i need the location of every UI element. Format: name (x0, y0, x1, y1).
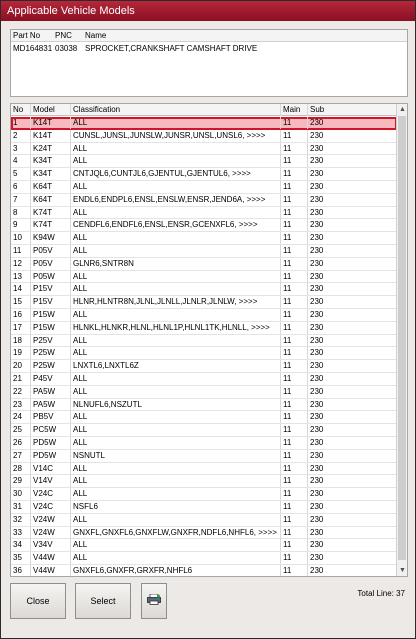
cell-model: K24T (31, 143, 71, 155)
cell-classification: LNXTL6,LNXTL6Z (71, 360, 281, 372)
cell-no: 28 (11, 463, 31, 475)
cell-main: 11 (281, 539, 308, 551)
cell-main: 11 (281, 194, 308, 206)
scroll-up-arrow-icon[interactable]: ▲ (399, 106, 406, 113)
table-row[interactable] (11, 386, 397, 399)
cell-model: PD5W (31, 437, 71, 449)
cell-main: 11 (281, 360, 308, 372)
cell-sub: 230 (310, 258, 324, 268)
cell-no: 26 (11, 437, 31, 449)
pnc-value: 03038 (55, 44, 78, 53)
part-info-panel (10, 29, 408, 97)
table-row[interactable] (11, 514, 397, 527)
name-header: Name (85, 31, 107, 40)
cell-main: 11 (281, 117, 308, 129)
cell-no: 32 (11, 514, 31, 526)
cell-no: 25 (11, 424, 31, 436)
cell-model: V24W (31, 514, 71, 526)
cell-model: P25W (31, 360, 71, 372)
cell-classification: CNTJQL6,CUNTJL6,GJENTUL,GJENTUL6, >>>> (71, 168, 281, 180)
cell-classification: ALL (71, 463, 281, 475)
cell-sub: 230 (310, 514, 324, 524)
cell-sub: 230 (310, 118, 324, 127)
col-sub-header[interactable]: Sub (310, 105, 325, 114)
cell-sub: 230 (310, 502, 324, 511)
cell-sub: 230 (310, 156, 324, 166)
cell-classification: ALL (71, 207, 281, 219)
cell-sub: 230 (310, 143, 324, 153)
cell-model: V14C (31, 463, 71, 475)
cell-no: 29 (11, 475, 31, 487)
cell-model: P05V (31, 258, 71, 270)
cell-main: 11 (281, 514, 308, 526)
cell-model: V34V (31, 539, 71, 551)
cell-main: 11 (281, 309, 308, 321)
cell-main: 11 (281, 347, 308, 359)
table-row[interactable] (11, 360, 397, 373)
cell-classification: ALL (71, 373, 281, 385)
cell-no: 24 (11, 411, 31, 423)
cell-main: 11 (281, 373, 308, 385)
cell-sub: 230 (310, 271, 324, 281)
table-row[interactable] (11, 245, 397, 258)
cell-no: 6 (11, 181, 31, 193)
cell-classification: NSFL6 (71, 501, 281, 513)
cell-classification: CUNSL,JUNSL,JUNSLW,JUNSR,UNSL,UNSL6, >>>> (71, 130, 281, 142)
table-row[interactable] (11, 117, 397, 130)
cell-no: 8 (11, 207, 31, 219)
table-row[interactable] (11, 181, 397, 194)
table-row[interactable] (11, 565, 397, 577)
table-row[interactable] (11, 322, 397, 335)
cell-sub: 230 (310, 233, 324, 243)
cell-model: K14T (31, 117, 71, 129)
cell-no: 17 (11, 322, 31, 334)
table-row[interactable] (11, 501, 397, 514)
cell-no: 27 (11, 450, 31, 462)
cell-sub: 230 (310, 438, 324, 447)
cell-model: P15W (31, 309, 71, 321)
cell-model: V24W (31, 527, 71, 539)
cell-main: 11 (281, 155, 308, 167)
cell-sub: 230 (310, 540, 324, 550)
pnc-header: PNC (55, 31, 72, 40)
col-no-header[interactable]: No (11, 104, 31, 116)
cell-main: 11 (281, 143, 308, 155)
cell-classification: ALL (71, 514, 281, 526)
cell-no: 30 (11, 488, 31, 500)
cell-sub: 230 (310, 348, 324, 358)
cell-model: K74T (31, 207, 71, 219)
cell-main: 11 (281, 283, 308, 295)
cell-sub: 230 (310, 489, 324, 499)
table-row[interactable] (11, 207, 397, 220)
cell-classification: ALL (71, 309, 281, 321)
cell-main: 11 (281, 207, 308, 219)
cell-sub: 230 (310, 284, 324, 294)
table-row[interactable] (11, 283, 397, 296)
part-no-header: Part No (13, 31, 41, 40)
table-row[interactable] (11, 488, 397, 501)
cell-sub: 230 (310, 566, 324, 575)
col-classification-header[interactable]: Classification (71, 104, 281, 116)
cell-main: 11 (281, 399, 308, 411)
cell-main: 11 (281, 232, 308, 244)
cell-model: V24C (31, 488, 71, 500)
table-row[interactable] (11, 437, 397, 450)
cell-no: 14 (11, 283, 31, 295)
cell-classification: ALL (71, 424, 281, 436)
cell-no: 18 (11, 335, 31, 347)
table-row[interactable] (11, 463, 397, 476)
cell-main: 11 (281, 411, 308, 423)
table-row[interactable] (11, 271, 397, 284)
cell-classification: ALL (71, 475, 281, 487)
cell-classification: ALL (71, 539, 281, 551)
cell-model: P15V (31, 283, 71, 295)
cell-classification: HLNKL,HLNKR,HLNL,HLNL1P,HLNL1TK,HLNLL, >>>> (71, 322, 281, 334)
close-button[interactable]: Close (10, 583, 66, 619)
table-row[interactable] (11, 450, 397, 463)
cell-sub: 230 (310, 207, 324, 217)
cell-classification: ALL (71, 347, 281, 359)
cell-classification: ALL (71, 488, 281, 500)
col-model-header[interactable]: Model (31, 104, 71, 116)
table-row[interactable] (11, 309, 397, 322)
table-row[interactable] (11, 219, 397, 232)
cell-model: K64T (31, 194, 71, 206)
cell-model: K74T (31, 219, 71, 231)
cell-classification: GNXFL,GNXFL6,GNXFLW,GNXFR,NDFL6,NHFL6, >>>> (71, 527, 281, 539)
cell-sub: 230 (310, 527, 324, 537)
cell-classification: ALL (71, 232, 281, 244)
cell-sub: 230 (310, 335, 324, 345)
cell-no: 16 (11, 309, 31, 321)
cell-classification: GNXFL6,GNXFR,GRXFR,NHFL6 (71, 565, 281, 577)
cell-main: 11 (281, 168, 308, 180)
cell-main: 11 (281, 488, 308, 500)
cell-sub: 230 (310, 310, 324, 319)
cell-sub: 230 (310, 399, 324, 409)
cell-classification: ALL (71, 411, 281, 423)
cell-sub: 230 (310, 246, 324, 255)
col-main-header[interactable]: Main (281, 104, 308, 116)
cell-sub: 230 (310, 220, 324, 230)
cell-classification: HLNR,HLNTR8N,JLNL,JLNLL,JLNLR,JLNLW, >>>> (71, 296, 281, 308)
cell-sub: 230 (310, 169, 324, 179)
cell-main: 11 (281, 245, 308, 257)
cell-classification: ALL (71, 143, 281, 155)
cell-model: P05W (31, 271, 71, 283)
table-row[interactable] (11, 424, 397, 437)
table-row[interactable] (11, 296, 397, 309)
cell-model: P45V (31, 373, 71, 385)
cell-sub: 230 (310, 463, 324, 473)
cell-sub: 230 (310, 425, 324, 435)
cell-main: 11 (281, 501, 308, 513)
part-no-value: MD164831 (13, 44, 53, 53)
cell-main: 11 (281, 527, 308, 539)
table-row[interactable] (11, 130, 397, 143)
cell-classification: ENDL6,ENDPL6,ENSL,ENSLW,ENSR,JEND6A, >>>> (71, 194, 281, 206)
cell-model: K64T (31, 181, 71, 193)
cell-no: 31 (11, 501, 31, 513)
part-name-value: SPROCKET,CRANKSHAFT CAMSHAFT DRIVE (85, 44, 258, 53)
cell-no: 9 (11, 219, 31, 231)
table-row[interactable] (11, 552, 397, 565)
cell-classification: NLNUFL6,NSZUTL (71, 399, 281, 411)
cell-classification: ALL (71, 181, 281, 193)
cell-sub: 230 (310, 194, 324, 204)
vertical-scrollbar[interactable] (396, 104, 407, 576)
table-row[interactable] (11, 143, 397, 156)
cell-main: 11 (281, 258, 308, 270)
cell-classification: ALL (71, 386, 281, 398)
cell-classification: ALL (71, 117, 281, 129)
cell-no: 2 (11, 130, 31, 142)
cell-model: PC5W (31, 424, 71, 436)
cell-model: P25W (31, 347, 71, 359)
cell-sub: 230 (310, 361, 324, 371)
table-row[interactable] (11, 527, 397, 540)
table-row[interactable] (11, 347, 397, 360)
cell-model: P05V (31, 245, 71, 257)
cell-sub: 230 (310, 386, 324, 396)
printer-icon (147, 594, 161, 605)
cell-model: P15W (31, 322, 71, 334)
cell-no: 3 (11, 143, 31, 155)
cell-model: PD5W (31, 450, 71, 462)
part-info-header (11, 30, 407, 42)
cell-no: 13 (11, 271, 31, 283)
cell-main: 11 (281, 463, 308, 475)
window-title: Applicable Vehicle Models (1, 1, 415, 21)
cell-model: V44W (31, 552, 71, 564)
table-row[interactable] (11, 232, 397, 245)
cell-no: 21 (11, 373, 31, 385)
cell-model: V14V (31, 475, 71, 487)
cell-classification: ALL (71, 283, 281, 295)
cell-main: 11 (281, 296, 308, 308)
table-row[interactable] (11, 539, 397, 552)
table-row[interactable] (11, 399, 397, 412)
cell-sub: 230 (310, 182, 324, 191)
table-row[interactable] (11, 168, 397, 181)
cell-no: 23 (11, 399, 31, 411)
cell-main: 11 (281, 130, 308, 142)
cell-model: V24C (31, 501, 71, 513)
cell-no: 7 (11, 194, 31, 206)
cell-main: 11 (281, 450, 308, 462)
cell-model: K14T (31, 130, 71, 142)
cell-sub: 230 (310, 322, 324, 332)
cell-main: 11 (281, 386, 308, 398)
cell-classification: GLNR6,SNTR8N (71, 258, 281, 270)
table-row[interactable] (11, 335, 397, 348)
cell-main: 11 (281, 322, 308, 334)
cell-no: 5 (11, 168, 31, 180)
select-button[interactable]: Select (75, 583, 131, 619)
cell-model: V44W (31, 565, 71, 577)
scroll-thumb[interactable] (398, 116, 406, 560)
table-row[interactable] (11, 411, 397, 424)
cell-sub: 230 (310, 374, 324, 383)
cell-model: K34T (31, 155, 71, 167)
cell-model: PB5V (31, 411, 71, 423)
cell-no: 4 (11, 155, 31, 167)
cell-classification: ALL (71, 271, 281, 283)
total-line-count: Total Line: 37 (357, 589, 405, 598)
cell-sub: 230 (310, 412, 324, 422)
table-row[interactable] (11, 258, 397, 271)
grid-header (11, 104, 397, 116)
cell-main: 11 (281, 565, 308, 577)
cell-model: PA5W (31, 399, 71, 411)
cell-model: P15V (31, 296, 71, 308)
cell-sub: 230 (310, 130, 324, 140)
cell-no: 12 (11, 258, 31, 270)
vehicle-models-grid[interactable] (10, 103, 408, 577)
cell-classification: ALL (71, 155, 281, 167)
cell-no: 19 (11, 347, 31, 359)
cell-classification: ALL (71, 552, 281, 564)
cell-no: 1 (11, 117, 31, 129)
cell-main: 11 (281, 552, 308, 564)
cell-no: 22 (11, 386, 31, 398)
cell-model: P25V (31, 335, 71, 347)
cell-model: K94W (31, 232, 71, 244)
cell-no: 11 (11, 245, 31, 257)
cell-classification: CENDFL6,ENDFL6,ENSL,ENSR,GCENXFL6, >>>> (71, 219, 281, 231)
cell-classification: ALL (71, 245, 281, 257)
cell-main: 11 (281, 335, 308, 347)
cell-main: 11 (281, 437, 308, 449)
cell-sub: 230 (310, 476, 324, 486)
scroll-down-arrow-icon[interactable]: ▼ (399, 567, 406, 574)
cell-main: 11 (281, 271, 308, 283)
print-button[interactable] (141, 583, 167, 619)
cell-sub: 230 (310, 553, 324, 563)
cell-main: 11 (281, 181, 308, 193)
cell-no: 15 (11, 296, 31, 308)
cell-model: K34T (31, 168, 71, 180)
cell-main: 11 (281, 424, 308, 436)
table-row[interactable] (11, 155, 397, 168)
cell-no: 36 (11, 565, 31, 577)
cell-classification: NSNUTL (71, 450, 281, 462)
cell-no: 34 (11, 539, 31, 551)
cell-no: 10 (11, 232, 31, 244)
table-row[interactable] (11, 475, 397, 488)
cell-no: 20 (11, 360, 31, 372)
cell-no: 35 (11, 552, 31, 564)
cell-no: 33 (11, 527, 31, 539)
cell-main: 11 (281, 219, 308, 231)
cell-classification: ALL (71, 335, 281, 347)
table-row[interactable] (11, 373, 397, 386)
cell-classification: ALL (71, 437, 281, 449)
cell-model: PA5W (31, 386, 71, 398)
cell-sub: 230 (310, 297, 324, 307)
cell-main: 11 (281, 475, 308, 487)
table-row[interactable] (11, 194, 397, 207)
cell-sub: 230 (310, 450, 324, 460)
